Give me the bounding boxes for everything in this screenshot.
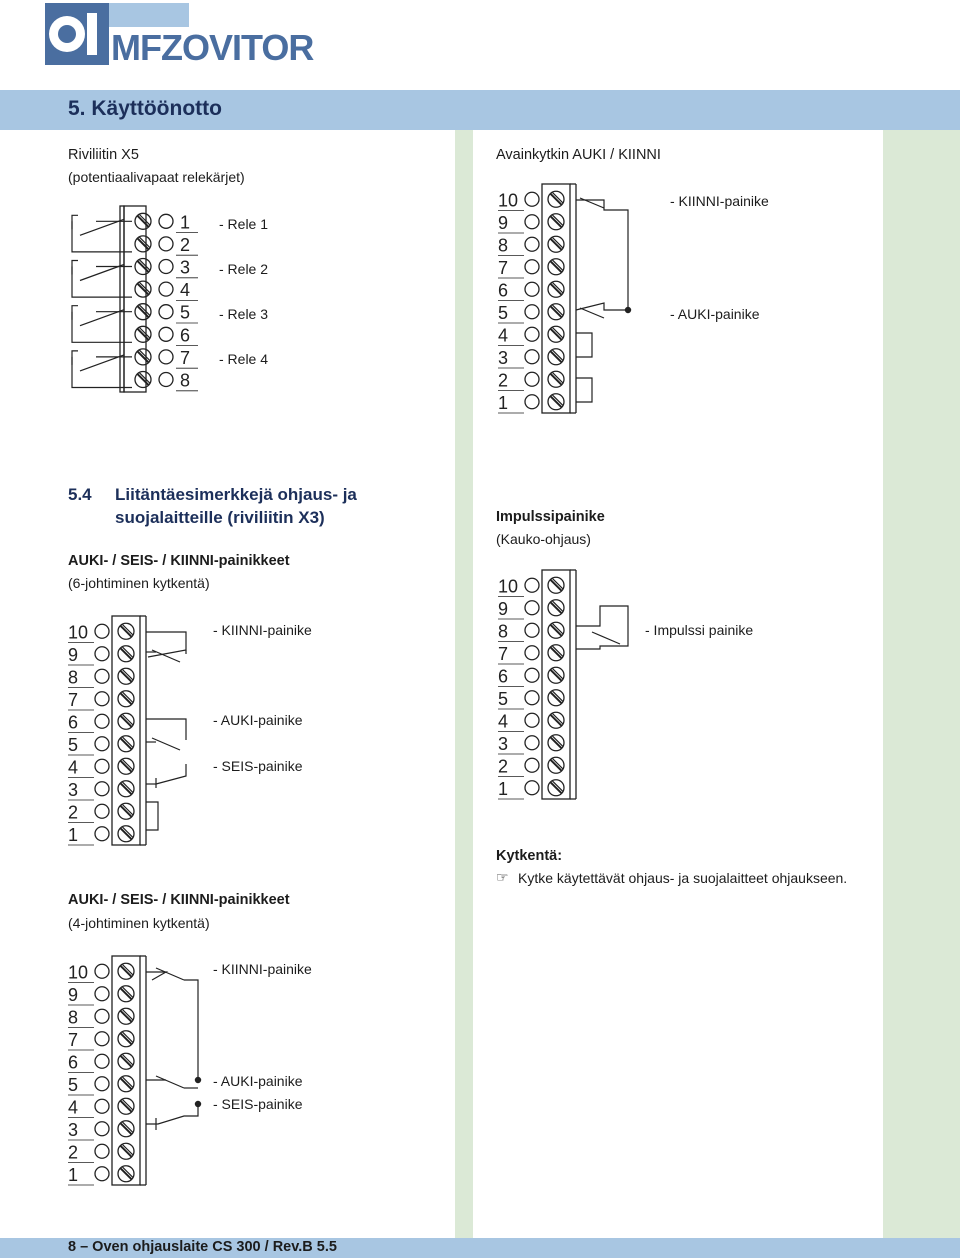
section-54-title-line1: Liitäntäesimerkkejä ohjaus- ja xyxy=(115,485,357,504)
x5-subtitle: (potentiaalivapaat relekärjet) xyxy=(68,169,245,185)
impulse-terminal-hole xyxy=(525,668,539,682)
four-wire-label-open: - AUKI-painike xyxy=(213,1073,303,1089)
impulse-terminal-number: 1 xyxy=(498,778,509,799)
impulse-terminal-number: 8 xyxy=(498,621,509,642)
six-wire-terminal-number: 9 xyxy=(68,644,79,665)
keyswitch-terminal-hole xyxy=(525,350,539,364)
four-wire-terminal-hole xyxy=(95,1009,109,1023)
x5-terminal-number: 1 xyxy=(180,212,191,233)
green-band-right xyxy=(883,130,960,1238)
four-wire-terminal-number: 2 xyxy=(68,1142,79,1163)
x5-label-rele3: - Rele 3 xyxy=(219,306,269,322)
keyswitch-terminal-number: 9 xyxy=(498,212,509,233)
x5-terminal-hole xyxy=(159,237,173,251)
x5-label-rele1: - Rele 1 xyxy=(219,216,269,232)
keyswitch-title: Avainkytkin AUKI / KIINNI xyxy=(496,147,661,163)
six-wire-terminal-hole xyxy=(95,804,109,818)
four-wire-label-stop: - SEIS-painike xyxy=(213,1096,303,1112)
four-wire-terminal-hole xyxy=(95,1077,109,1091)
x5-terminal-number: 5 xyxy=(180,302,191,323)
four-wire-terminal-number: 7 xyxy=(68,1029,79,1050)
x5-title: Riviliitin X5 xyxy=(68,147,139,163)
wiring-note-text: Kytke käytettävät ohjaus- ja suojalaitteet ohjaukseen. xyxy=(518,870,848,886)
impulse-terminal-hole xyxy=(525,601,539,615)
keyswitch-terminal-number: 5 xyxy=(498,302,509,323)
four-wire-terminal-hole xyxy=(95,1167,109,1181)
six-wire-terminal-hole xyxy=(95,782,109,796)
six-wire-terminal-hole xyxy=(95,759,109,773)
four-wire-terminal-hole xyxy=(95,987,109,1001)
six-wire-terminal-number: 3 xyxy=(68,779,79,800)
x5-relay-contact xyxy=(72,221,132,252)
x5-label-rele2: - Rele 2 xyxy=(219,261,269,277)
keyswitch-terminal-hole xyxy=(525,215,539,229)
keyswitch-terminal-hole xyxy=(525,395,539,409)
four-wire-terminal-hole xyxy=(95,1144,109,1158)
impulse-terminal-number: 3 xyxy=(498,733,509,754)
impulse-terminal-hole xyxy=(525,578,539,592)
impulse-terminal-number: 7 xyxy=(498,643,509,664)
four-wire-terminal-number: 9 xyxy=(68,984,79,1005)
six-wire-terminal-hole xyxy=(95,827,109,841)
impulse-label: - Impulssi painike xyxy=(645,622,754,638)
impulse-title: Impulssipainike xyxy=(496,509,605,525)
keyswitch-terminal-hole xyxy=(525,192,539,206)
green-band-left xyxy=(455,130,473,1238)
six-wire-terminal-number: 6 xyxy=(68,712,79,733)
keyswitch-terminal-number: 2 xyxy=(498,370,509,391)
four-wire-title: AUKI- / SEIS- / KIINNI-painikkeet xyxy=(68,892,290,908)
keyswitch-terminal-number: 7 xyxy=(498,257,509,278)
x5-terminal-hole xyxy=(159,214,173,228)
six-wire-terminal-number: 2 xyxy=(68,802,79,823)
impulse-terminal-number: 9 xyxy=(498,598,509,619)
x5-terminal-number: 4 xyxy=(180,280,191,301)
four-wire-subtitle: (4-johtiminen kytkentä) xyxy=(68,915,210,931)
impulse-terminal-number: 4 xyxy=(498,711,509,732)
x5-terminal-hole xyxy=(159,373,173,387)
x5-terminal-hole xyxy=(159,282,173,296)
x5-label-rele4: - Rele 4 xyxy=(219,351,269,367)
keyswitch-terminal-number: 1 xyxy=(498,392,509,413)
impulse-terminal-hole xyxy=(525,758,539,772)
four-wire-terminal-hole xyxy=(95,1032,109,1046)
impulse-terminal-hole xyxy=(525,781,539,795)
six-wire-terminal-hole xyxy=(95,692,109,706)
four-wire-terminal-hole xyxy=(95,1054,109,1068)
six-wire-title: AUKI- / SEIS- / KIINNI-painikkeet xyxy=(68,553,290,569)
six-wire-terminal-hole xyxy=(95,647,109,661)
six-wire-terminal-number: 7 xyxy=(68,689,79,710)
impulse-terminal-block xyxy=(496,566,656,801)
six-wire-terminal-number: 5 xyxy=(68,734,79,755)
impulse-terminal-number: 2 xyxy=(498,756,509,777)
impulse-terminal-hole xyxy=(525,646,539,660)
x5-terminal-number: 3 xyxy=(180,257,191,278)
x5-relay-contact xyxy=(72,357,132,388)
six-wire-label-open: - AUKI-painike xyxy=(213,712,303,728)
four-wire-terminal-hole xyxy=(95,1122,109,1136)
keyswitch-terminal-hole xyxy=(525,282,539,296)
keyswitch-terminal-hole xyxy=(525,305,539,319)
six-wire-terminal-number: 10 xyxy=(68,622,89,643)
six-wire-terminal-hole xyxy=(95,669,109,683)
four-wire-terminal-number: 3 xyxy=(68,1119,79,1140)
x5-terminal-number: 7 xyxy=(180,347,191,368)
keyswitch-terminal-hole xyxy=(525,327,539,341)
six-wire-subtitle: (6-johtiminen kytkentä) xyxy=(68,575,210,591)
footer-text: 8 – Oven ohjauslaite CS 300 / Rev.B 5.5 xyxy=(68,1239,337,1255)
six-wire-terminal-hole xyxy=(95,624,109,638)
keyswitch-label-close: - KIINNI-painike xyxy=(670,193,769,209)
four-wire-label-close: - KIINNI-painike xyxy=(213,961,312,977)
keyswitch-terminal-number: 4 xyxy=(498,325,509,346)
section-title: 5. Käyttöönotto xyxy=(68,97,222,120)
section-54-number: 5.4 xyxy=(68,485,92,504)
six-wire-label-close: - KIINNI-painike xyxy=(213,622,312,638)
six-wire-terminal-block xyxy=(66,612,226,847)
x5-terminal-number: 2 xyxy=(180,234,191,255)
logo xyxy=(45,3,314,68)
impulse-terminal-hole xyxy=(525,623,539,637)
x5-terminal-hole xyxy=(159,305,173,319)
logo-text: MFZOVITOR xyxy=(111,27,314,68)
section-54-title-line2: suojalaitteille (riviliitin X3) xyxy=(115,508,325,527)
six-wire-terminal-hole xyxy=(95,737,109,751)
impulse-terminal-hole xyxy=(525,691,539,705)
impulse-subtitle: (Kauko-ohjaus) xyxy=(496,531,591,547)
four-wire-terminal-hole xyxy=(95,964,109,978)
four-wire-terminal-number: 5 xyxy=(68,1074,79,1095)
keyswitch-terminal-hole xyxy=(525,237,539,251)
four-wire-terminal-block xyxy=(66,952,226,1187)
impulse-terminal-number: 10 xyxy=(498,576,519,597)
keyswitch-terminal-number: 10 xyxy=(498,190,519,211)
wiring-note-title: Kytkentä: xyxy=(496,848,563,864)
impulse-terminal-number: 5 xyxy=(498,688,509,709)
keyswitch-terminal-hole xyxy=(525,372,539,386)
x5-terminal-number: 6 xyxy=(180,325,191,346)
six-wire-terminal-number: 1 xyxy=(68,824,79,845)
keyswitch-terminal-block xyxy=(496,180,656,415)
four-wire-terminal-number: 1 xyxy=(68,1164,79,1185)
six-wire-label-stop: - SEIS-painike xyxy=(213,758,303,774)
keyswitch-terminal-number: 8 xyxy=(498,235,509,256)
four-wire-terminal-hole xyxy=(95,1099,109,1113)
x5-terminal-hole xyxy=(159,350,173,364)
x5-terminal-number: 8 xyxy=(180,370,191,391)
four-wire-terminal-number: 4 xyxy=(68,1097,79,1118)
impulse-terminal-hole xyxy=(525,736,539,750)
x5-terminal-hole xyxy=(159,260,173,274)
x5-relay-contact xyxy=(72,267,132,298)
keyswitch-terminal-number: 6 xyxy=(498,280,509,301)
impulse-terminal-hole xyxy=(525,713,539,727)
six-wire-terminal-number: 4 xyxy=(68,757,79,778)
x5-relay-contact xyxy=(72,312,132,343)
four-wire-terminal-number: 8 xyxy=(68,1007,79,1028)
keyswitch-terminal-hole xyxy=(525,260,539,274)
x5-terminal-hole xyxy=(159,327,173,341)
four-wire-terminal-number: 6 xyxy=(68,1052,79,1073)
six-wire-terminal-hole xyxy=(95,714,109,728)
six-wire-terminal-number: 8 xyxy=(68,667,79,688)
keyswitch-terminal-number: 3 xyxy=(498,347,509,368)
pointing-hand-icon: ☞ xyxy=(496,869,509,885)
keyswitch-label-open: - AUKI-painike xyxy=(670,306,760,322)
impulse-terminal-number: 6 xyxy=(498,666,509,687)
four-wire-terminal-number: 10 xyxy=(68,962,89,983)
